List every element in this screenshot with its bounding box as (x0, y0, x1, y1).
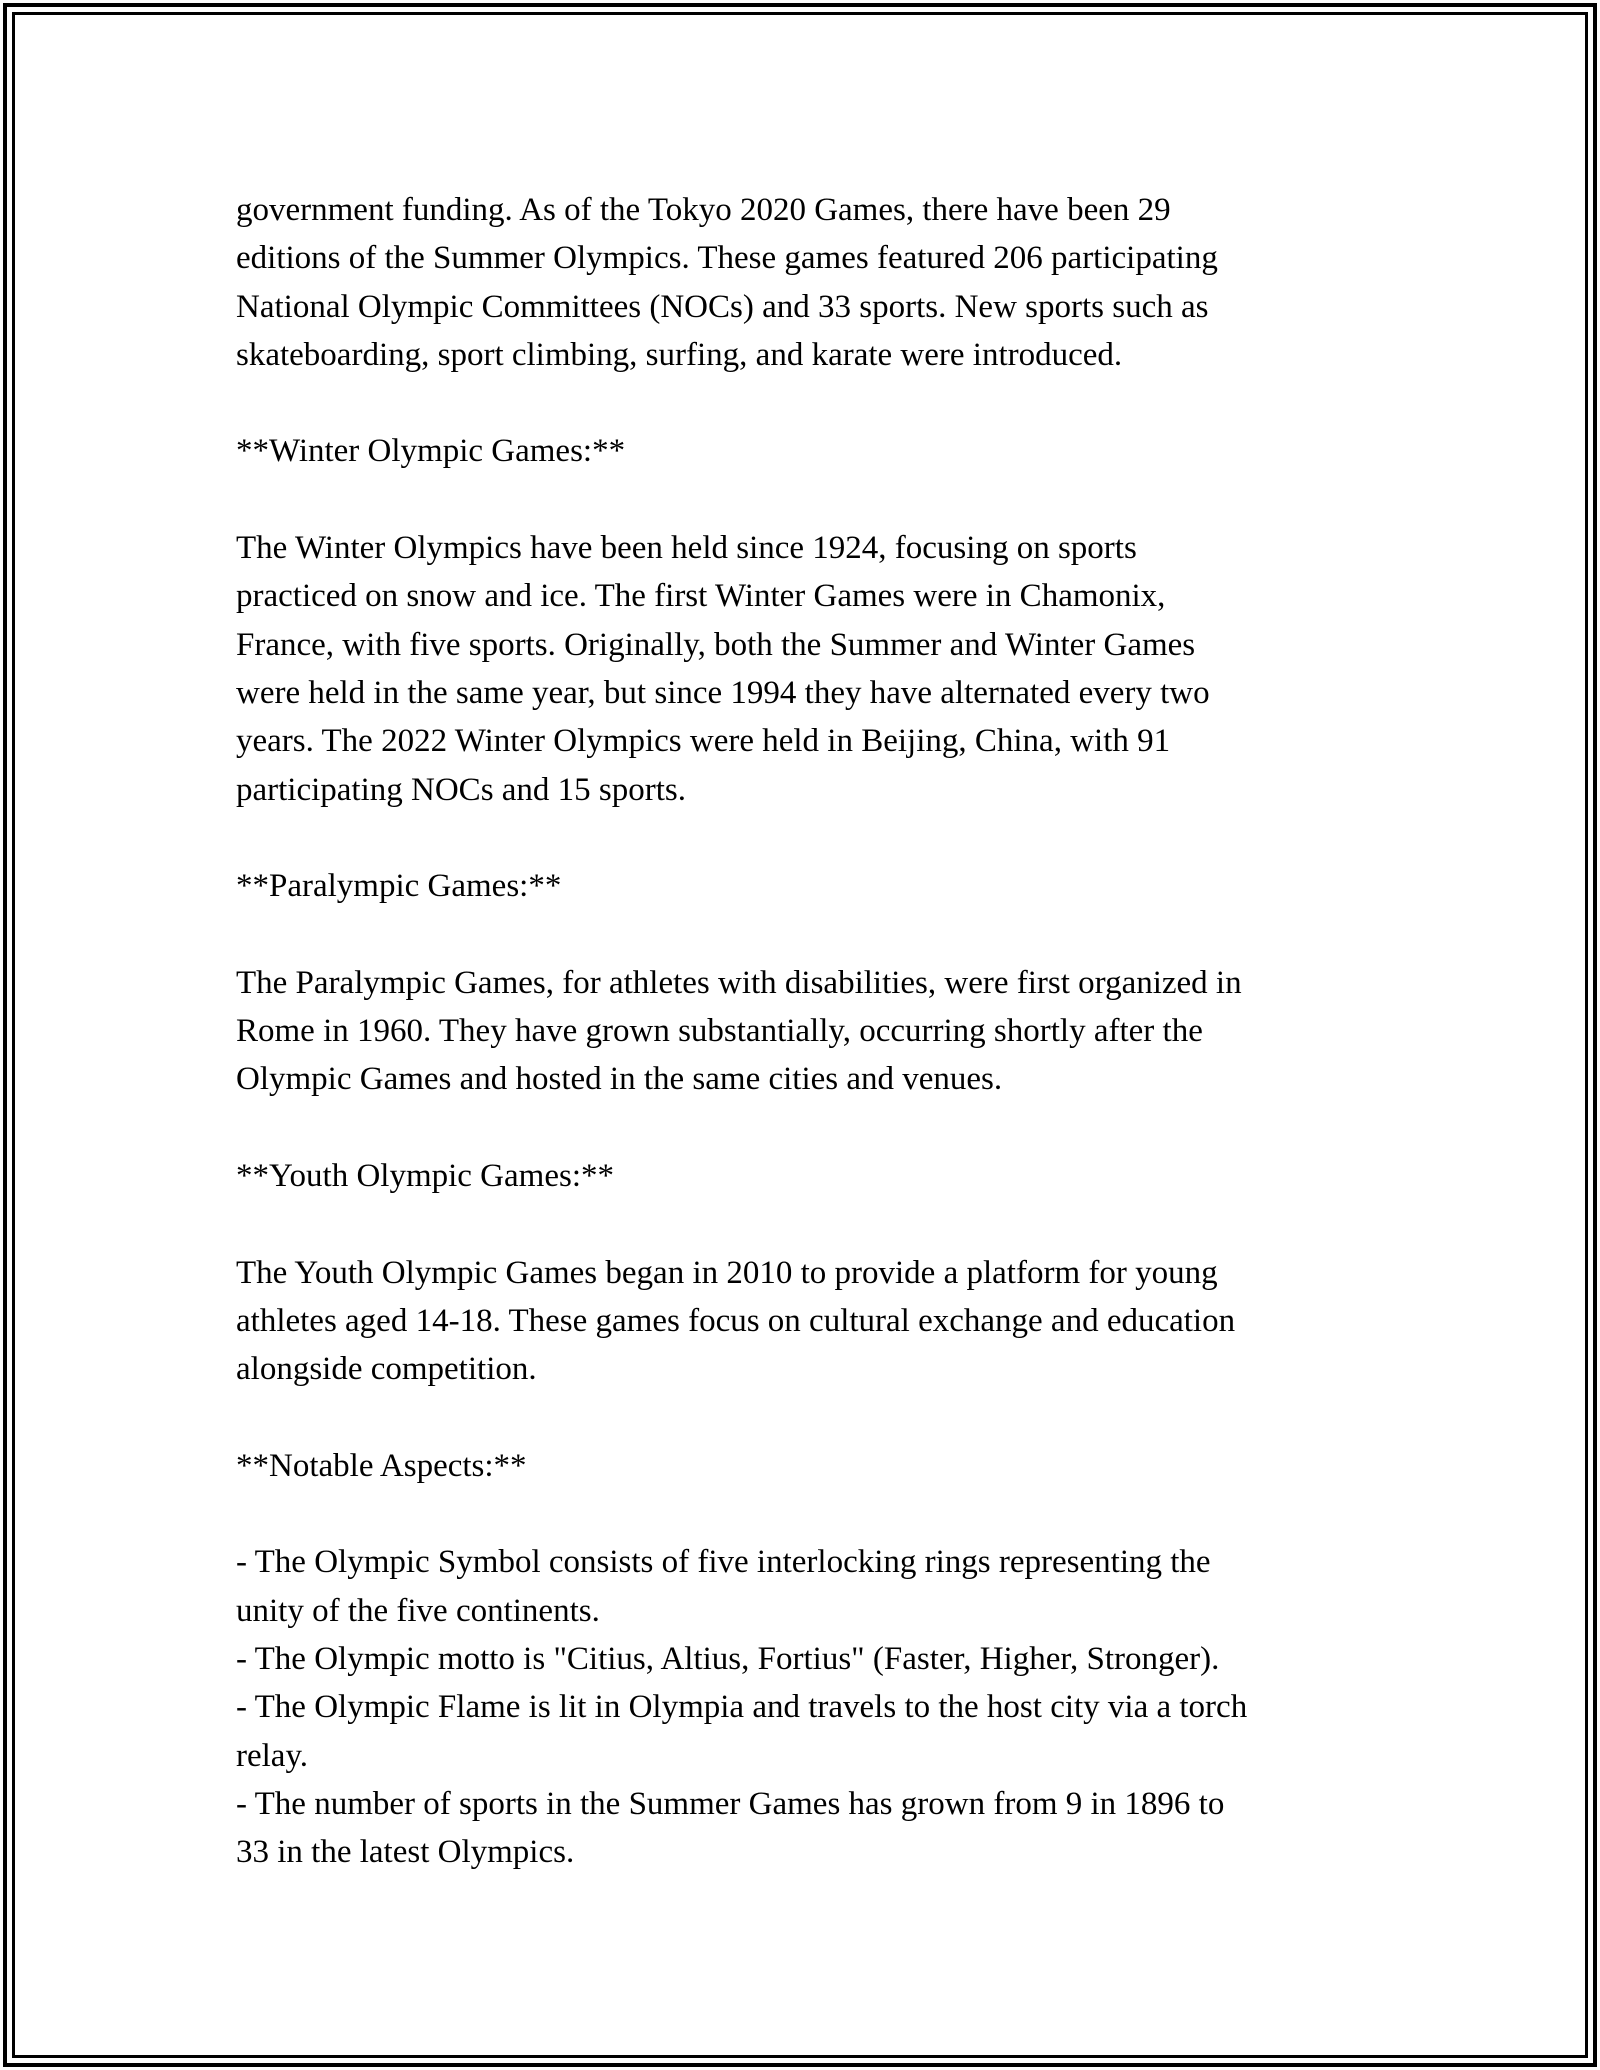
section-heading: **Paralympic Games:** (236, 868, 562, 905)
list-item-line: - The Olympic Flame is lit in Olympia and travels to the host city via a torch (236, 1689, 1248, 1726)
list-item-line: relay. (236, 1737, 309, 1774)
text-line: were held in the same year, but since 1994 they have alternated every two (236, 674, 1210, 711)
list-item-line: - The number of sports in the Summer Games has grown from 9 in 1896 to (236, 1785, 1225, 1822)
text-line: The Winter Olympics have been held since 1924, focusing on sports (236, 530, 1137, 567)
winter-olympics-heading (236, 427, 1366, 475)
text-line: The Paralympic Games, for athletes with disabilities, were first organized in (236, 964, 1242, 1001)
winter-olympics-paragraph (236, 524, 1366, 814)
text-line: National Olympic Committees (NOCs) and 33 sports. New sports such as (236, 288, 1209, 325)
text-line: Olympic Games and hosted in the same cities and venues. (236, 1061, 1003, 1098)
list-item-line: 33 in the latest Olympics. (236, 1834, 575, 1871)
summer-olympics-paragraph (236, 186, 1366, 379)
section-heading: **Youth Olympic Games:** (236, 1157, 614, 1194)
text-line: France, with five sports. Originally, both the Summer and Winter Games (236, 626, 1196, 663)
section-heading: **Notable Aspects:** (236, 1447, 527, 1484)
text-line: alongside competition. (236, 1351, 537, 1388)
document-body (236, 186, 1366, 1876)
paralympic-games-heading (236, 862, 1366, 910)
text-line: participating NOCs and 15 sports. (236, 771, 687, 808)
text-line: practiced on snow and ice. The first Winter Games were in Chamonix, (236, 578, 1166, 615)
text-line: The Youth Olympic Games began in 2010 to provide a platform for young (236, 1254, 1218, 1291)
notable-aspects-heading (236, 1442, 1366, 1490)
list-item-line: - The Olympic Symbol consists of five interlocking rings representing the (236, 1544, 1211, 1581)
list-item-line: - The Olympic motto is "Citius, Altius, Fortius" (Faster, Higher, Stronger). (236, 1640, 1220, 1677)
notable-aspects-list (236, 1538, 1366, 1876)
text-line: Rome in 1960. They have grown substantially, occurring shortly after the (236, 1013, 1203, 1050)
text-line: athletes aged 14-18. These games focus on cultural exchange and education (236, 1302, 1236, 1339)
list-item-line: unity of the five continents. (236, 1592, 600, 1629)
youth-olympic-games-heading (236, 1152, 1366, 1200)
text-line: editions of the Summer Olympics. These games featured 206 participating (236, 240, 1218, 277)
text-line: government funding. As of the Tokyo 2020 Games, there have been 29 (236, 192, 1171, 228)
section-heading: **Winter Olympic Games:** (236, 433, 626, 470)
text-line: skateboarding, sport climbing, surfing, and karate were introduced. (236, 336, 1123, 373)
paralympic-games-paragraph (236, 959, 1366, 1104)
text-line: years. The 2022 Winter Olympics were held in Beijing, China, with 91 (236, 723, 1171, 760)
youth-olympic-games-paragraph (236, 1249, 1366, 1394)
